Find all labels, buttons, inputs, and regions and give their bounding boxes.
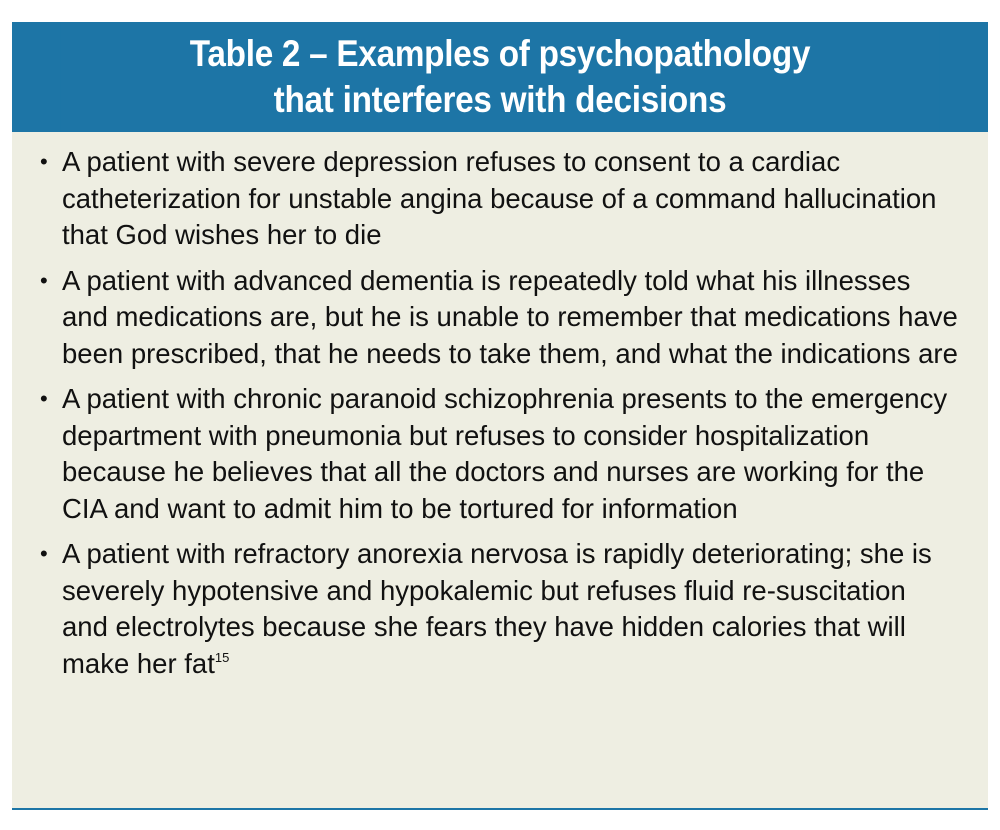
table-title-line-2: that interferes with decisions bbox=[273, 79, 727, 120]
reference-superscript: 15 bbox=[214, 649, 230, 665]
list-item-text: A patient with chronic paranoid schizophrenia presents to the emergency department with pneumonia but refuses to consider hospitalization because he believes that all the doctors and nurses are working for the CIA and want to admit him to be tortured for information bbox=[62, 383, 948, 524]
bottom-divider bbox=[12, 808, 988, 810]
list-item bbox=[40, 381, 958, 527]
table-header bbox=[12, 22, 988, 132]
examples-list bbox=[12, 132, 988, 682]
list-item bbox=[40, 536, 958, 682]
bullet-icon: • bbox=[40, 267, 48, 293]
list-item bbox=[40, 263, 958, 373]
bullet-icon: • bbox=[40, 386, 48, 411]
bullet-icon: • bbox=[40, 541, 48, 566]
list-item-text: A patient with severe depression refuses to consent to a cardiac catheterization for unstable angina because of a command hallucination that God wishes her to die bbox=[62, 146, 937, 250]
list-item bbox=[40, 144, 958, 254]
list-item-text: A patient with refractory anorexia nervosa is rapidly deteriorating; she is severely hypotensive and hypokalemic but refuses fluid re-suscitation and electrolytes because she fears they have hidden calories that will make her fat bbox=[62, 538, 932, 679]
table-title-line-1: Table 2 – Examples of psychopathology bbox=[189, 33, 811, 74]
list-item-text: A patient with advanced dementia is repeatedly told what his illnesses and medications are, but he is unable to remember that medications have been prescribed, that he needs to take them, and what the indications are bbox=[62, 264, 958, 369]
bullet-icon: • bbox=[40, 149, 48, 174]
table-panel bbox=[12, 22, 988, 808]
